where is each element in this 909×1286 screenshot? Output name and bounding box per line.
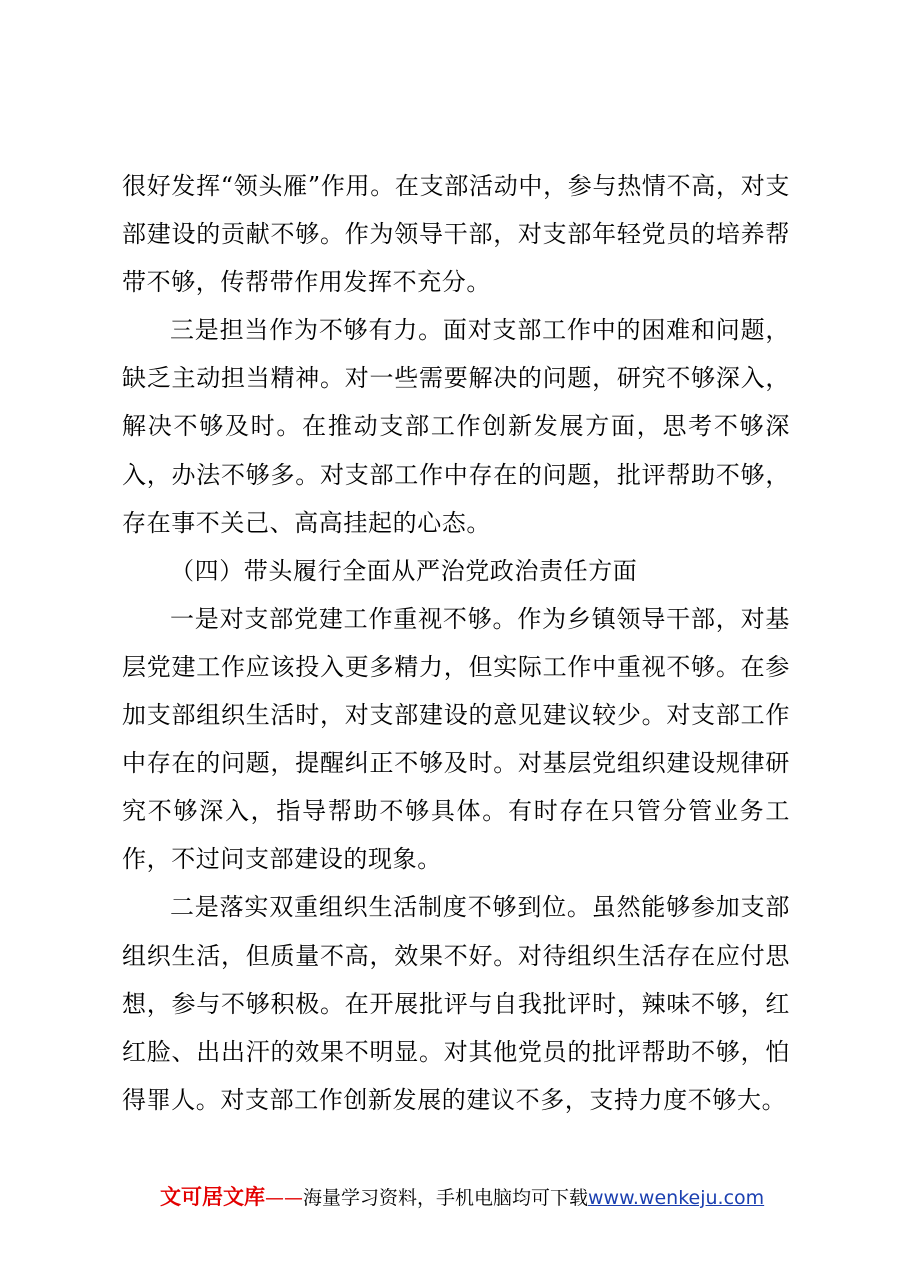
paragraph-continuation: 很好发挥“领头雁”作用。在支部活动中，参与热情不高，对支部建设的贡献不够。作为领导干部，对支部年轻党员的培养帮带不够，传帮带作用发挥不充分。 — [122, 172, 790, 297]
paragraph-item-three: 三是担当作为不够有力。面对支部工作中的困难和问题，缺乏主动担当精神。对一些需要解决的问题，研究不够深入，解决不够及时。在推动支部工作创新发展方面，思考不够深入，办法不够多。对支部工作中存在的问题，批评帮助不够，存在事不关己、高高挂起的心态。 — [122, 316, 790, 537]
paragraph-item-one: 一是对支部党建工作重视不够。作为乡镇领导干部，对基层党建工作应该投入更多精力，但实际工作中重视不够。在参加支部组织生活时，对支部建设的意见建议较少。对支部工作中存在的问题，提醒纠正不够及时。对基层党组织建设规律研究不够深入，指导帮助不够具体。有时存在只管分管业务工作，不过问支部建设的现象。 — [122, 604, 790, 874]
footer-dash: —— — [265, 1187, 303, 1209]
footer-brand: 文可居文库 — [160, 1185, 265, 1209]
paragraph-item-two: 二是落实双重组织生活制度不够到位。虽然能够参加支部组织生活，但质量不高，效果不好。对待组织生活存在应付思想，参与不够积极。在开展批评与自我批评时，辣味不够，红红脸、出出汗的效果不明显。对其他党员的批评帮助不够，怕得罪人。对支部工作创新发展的建议不多，支持力度不够大。 — [122, 893, 790, 1114]
footer-url-link[interactable]: www.wenkeju.com — [588, 1187, 765, 1209]
footer-banner — [160, 1182, 800, 1212]
section-heading-four: （四）带头履行全面从严治党政治责任方面 — [170, 556, 638, 585]
document-body — [122, 162, 790, 1124]
footer-tagline: 海量学习资料，手机电脑均可下载 — [303, 1187, 589, 1209]
